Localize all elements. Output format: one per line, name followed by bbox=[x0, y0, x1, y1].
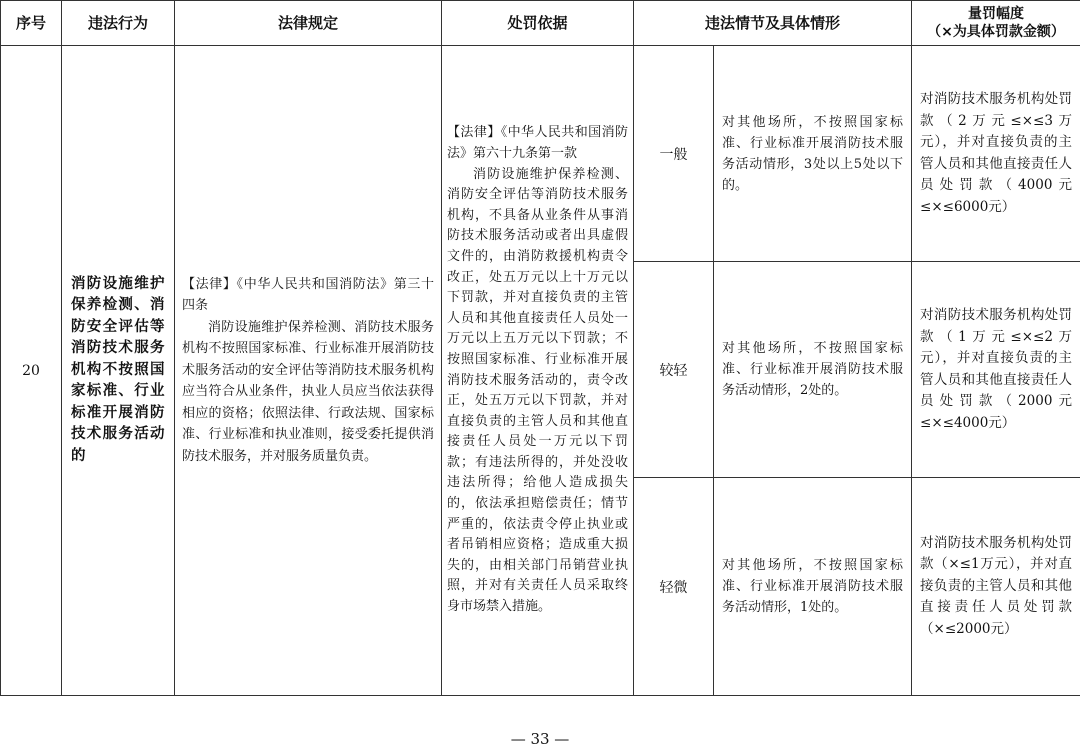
penalty-minor: 对消防技术服务机构处罚款（1万元≤×≤2万元），并对直接负责的主管人员和其他直接责任人员处罚款（2000元≤×≤4000元） bbox=[912, 262, 1080, 478]
header-penalty bbox=[912, 1, 1080, 46]
circumstance-general: 对其他场所，不按照国家标准、行业标准开展消防技术服务活动情形，3处以上5处以下的。 bbox=[714, 46, 912, 262]
law-body: 消防设施维护保养检测、消防技术服务机构不按照国家标准、行业标准开展消防技术服务活动的安全评估等消防技术服务机构应当符合从业条件，执业人员应当依法获得相应的资格；依照法律、行政法规、国家标准、行业标准和执业准则，接受委托提供消防技术服务，并对服务质量负责。 bbox=[182, 319, 434, 464]
law-title: 【法律】《中华人民共和国消防法》第三十四条 bbox=[182, 276, 434, 314]
table-row bbox=[1, 46, 1080, 262]
basis-body: 消防设施维护保养检测、消防安全评估等消防技术服务机构，不具备从业条件从事消防技术服务活动或者出具虚假文件的，由消防救援机构责令改正，处五万元以上十万元以下罚款，并对直接负责的主管人员和其他直接责任人员处一万元以上五万元以下罚款；不按照国家标准、行业标准开展消防技术服务活动的，责令改正，处五万元以下罚款，并对直接负责的主管人员和其他直接责任人员处一万元以下罚款；有违法所得的，并处没收违法所得；给他人造成损失的，依法承担赔偿责任；情节严重的，依法责令停止执业或者吊销相应资格；造成重大损失的，由相关部门吊销营业执照，并对有关责任人员采取终身市场禁入措施。 bbox=[447, 166, 628, 615]
row-basis bbox=[442, 46, 634, 696]
circumstance-slight: 对其他场所，不按照国家标准、行业标准开展消防技术服务活动情形，1处的。 bbox=[714, 478, 912, 696]
row-act: 消防设施维护保养检测、消防安全评估等消防技术服务机构不按照国家标准、行业标准开展消防技术服务活动的 bbox=[62, 46, 175, 696]
header-penalty-line1: 量罚幅度 bbox=[968, 6, 1025, 22]
header-law: 法律规定 bbox=[175, 1, 442, 46]
header-seq: 序号 bbox=[1, 1, 62, 46]
level-general: 一般 bbox=[634, 46, 714, 262]
header-basis: 处罚依据 bbox=[442, 1, 634, 46]
level-slight: 轻微 bbox=[634, 478, 714, 696]
row-law bbox=[175, 46, 442, 696]
level-minor: 较轻 bbox=[634, 262, 714, 478]
penalty-general: 对消防技术服务机构处罚款（2万元≤×≤3万元），并对直接负责的主管人员和其他直接责任人员处罚款（4000元≤×≤6000元） bbox=[912, 46, 1080, 262]
header-row bbox=[1, 1, 1080, 46]
header-act: 违法行为 bbox=[62, 1, 175, 46]
header-circumstance: 违法情节及具体情形 bbox=[634, 1, 912, 46]
row-seq: 20 bbox=[1, 46, 62, 696]
header-penalty-line2: （×为具体罚款金额） bbox=[927, 24, 1065, 40]
basis-title: 【法律】《中华人民共和国消防法》第六十九条第一款 bbox=[447, 125, 628, 161]
circumstance-minor: 对其他场所，不按照国家标准、行业标准开展消防技术服务活动情形，2处的。 bbox=[714, 262, 912, 478]
penalty-slight: 对消防技术服务机构处罚款（×≤1万元），并对直接负责的主管人员和其他直接责任人员处罚款（×≤2000元） bbox=[912, 478, 1080, 696]
page-number: — 33 — bbox=[510, 730, 570, 748]
